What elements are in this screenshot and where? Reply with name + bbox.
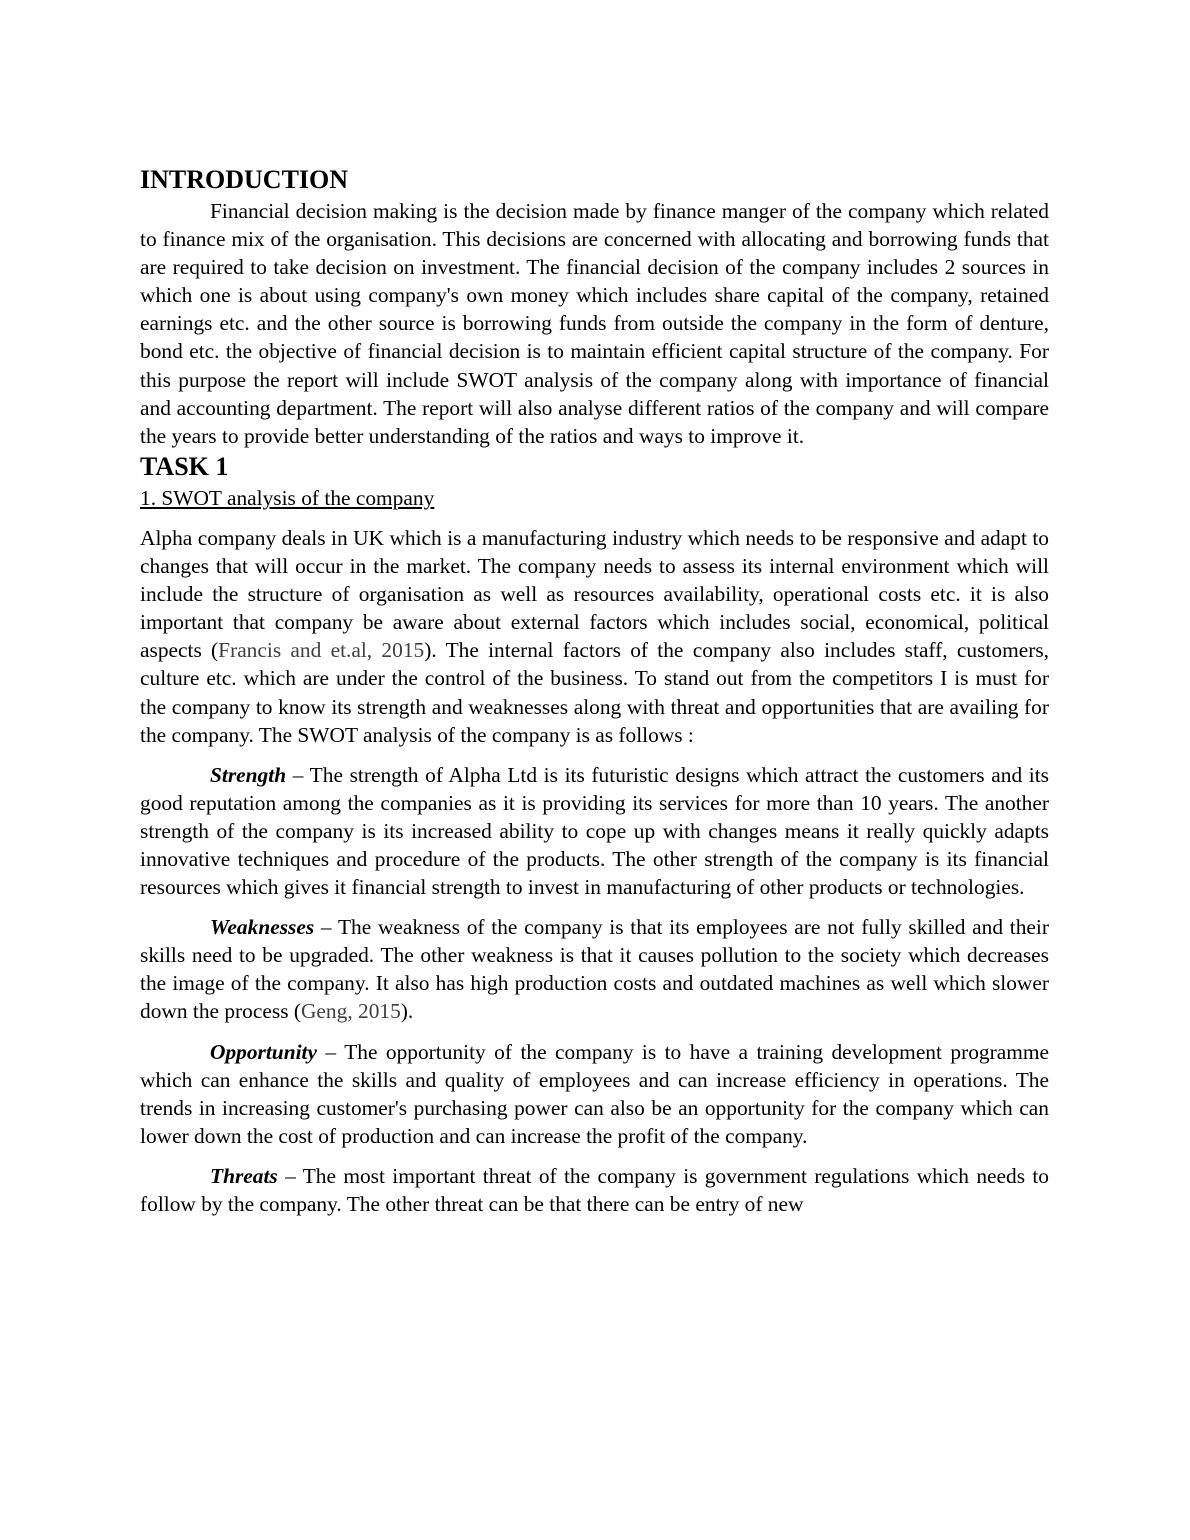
citation-geng: Geng, 2015	[300, 999, 401, 1024]
swot-intro-text-end: ). The internal factors of the company also includes staff, customers, culture etc. which are under the control of the business. To stand out from the competitors I is must for the company to know its strength and weaknesses along with threat and opportunities that are availing for the company. The SWOT analysis of the company is as follows :	[140, 638, 1049, 747]
introduction-paragraph: Financial decision making is the decision made by finance manger of the company which related to finance mix of the organisation. This decisions are concerned with allocating and borrowing funds that are required to take decision on investment. The financial decision of the company includes 2 sources in which one is about using company's own money which includes share capital of the company, retained earnings etc. and the other source is borrowing funds from outside the company in the form of denture, bond etc. the objective of financial decision is to maintain efficient capital structure of the company. For this purpose the report will include SWOT analysis of the company along with importance of financial and accounting department. The report will also analyse different ratios of the company and will compare the years to provide better understanding of the ratios and ways to improve it.	[140, 199, 1049, 448]
swot-intro-paragraph	[140, 524, 1049, 749]
opportunity-text: – The opportunity of the company is to have a training development programme which can enhance the skills and quality of employees and can increase efficiency in operations. The trends in increasing customer's purchasing power can also be an opportunity for the company which can lower down the cost of production and can increase the profit of the company.	[140, 1039, 1049, 1148]
threats-paragraph	[140, 1162, 1049, 1218]
citation-francis: Francis and et.al, 2015	[218, 638, 425, 663]
introduction-heading: INTRODUCTION	[140, 165, 349, 194]
weakness-paragraph	[140, 913, 1049, 1025]
threats-term: Threats	[210, 1163, 278, 1188]
document-page	[140, 163, 1049, 1218]
opportunity-paragraph	[140, 1038, 1049, 1150]
strength-text: – The strength of Alpha Ltd is its futuristic designs which attract the customers and its good reputation among the companies as it is providing its services for more than 10 years. The another strength of the company is its increased ability to cope up with changes means it really quickly adapts innovative techniques and procedure of the products. The other strength of the company is its financial resources which gives it financial strength to invest in manufacturing of other products or technologies.	[140, 762, 1049, 900]
weakness-text: – The weakness of the company is that its employees are not fully skilled and their skills need to be upgraded. The other weakness is that it causes pollution to the society which decreases the image of the company. It also has high production costs and outdated machines as well which slower down the process (	[140, 915, 1049, 1024]
weakness-text-end: ).	[400, 999, 414, 1024]
threats-text: – The most important threat of the company is government regulations which needs to follow by the company. The other threat can be that there can be entry of new	[140, 1163, 1049, 1216]
task1-heading: TASK 1	[140, 451, 229, 481]
strength-term: Strength	[210, 762, 287, 787]
swot-intro-text: Alpha company deals in UK which is a manufacturing industry which needs to be responsive and adapt to changes that will occur in the market. The company needs to assess its internal environment which will include the structure of organisation as well as resources availability, operational costs etc. it is also important that company be aware about external factors which includes social, economical, political aspects (	[140, 525, 1049, 663]
weakness-term: Weaknesses	[210, 915, 315, 940]
opportunity-term: Opportunity	[210, 1039, 317, 1064]
strength-paragraph	[140, 761, 1049, 901]
swot-subheading: 1. SWOT analysis of the company	[140, 485, 435, 510]
